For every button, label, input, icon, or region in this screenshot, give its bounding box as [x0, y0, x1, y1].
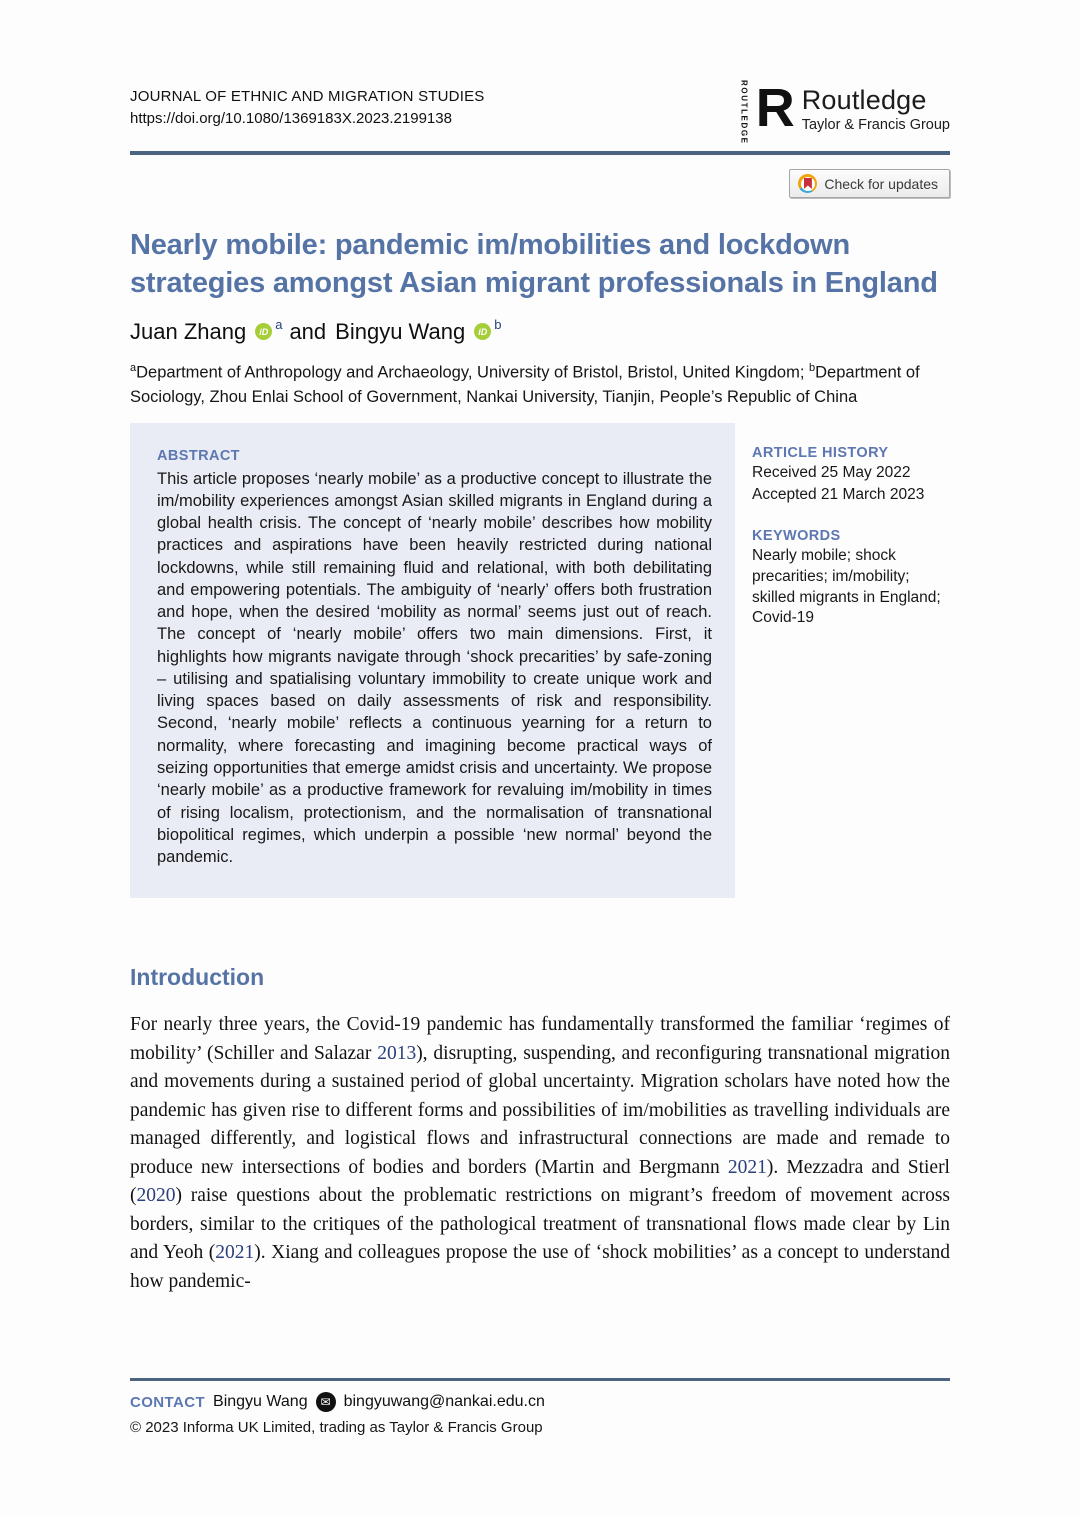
introduction-section: [130, 964, 950, 1296]
keywords-heading: KEYWORDS: [752, 528, 841, 545]
updates-row: [130, 169, 950, 198]
header-divider: [130, 151, 950, 155]
affiliation-mark-a[interactable]: a: [275, 317, 283, 333]
paragraph-text: For nearly three years, the Covid-19 pandemic has fundamentally transformed the familiar ‘regimes of mobility’ (Schiller and Salazar: [130, 1014, 950, 1064]
article-title: Nearly mobile: pandemic im/mobilities and lockdown strategies amongst Asian migrant professionals in England: [130, 229, 938, 300]
abstract-section: [130, 423, 950, 899]
crossmark-icon: [798, 174, 817, 193]
citation-link[interactable]: 2020: [136, 1185, 176, 1207]
authors-separator: and: [289, 318, 327, 344]
introduction-heading: Introduction: [130, 964, 265, 991]
doi-link[interactable]: https://doi.org/10.1080/1369183X.2023.2199138: [130, 110, 452, 127]
abstract-heading: ABSTRACT: [157, 447, 240, 464]
author-line: [130, 319, 950, 345]
contact-line: [130, 1392, 950, 1412]
article-history-block: [752, 445, 950, 507]
introduction-paragraph: [130, 1011, 950, 1296]
affiliation-text-b: Department of Sociology, Zhou Enlai School of Government, Nankai University, Tianjin, People’s Republic of China: [130, 363, 920, 406]
author-name-2: Bingyu Wang: [335, 318, 466, 344]
citation-link[interactable]: 2021: [727, 1156, 767, 1178]
check-for-updates-button[interactable]: [789, 169, 950, 198]
contact-email[interactable]: bingyuwang@nankai.edu.cn: [343, 1393, 545, 1410]
page-footer: [130, 1378, 950, 1436]
affiliation-sup-a: a: [130, 361, 137, 374]
keywords-text: Nearly mobile; shock precarities; im/mobility; skilled migrants in England; Covid-19: [752, 547, 941, 627]
author-name-1: Juan Zhang: [130, 318, 247, 344]
accepted-date: Accepted 21 March 2023: [752, 486, 925, 504]
masthead: [130, 78, 950, 145]
routledge-logo: [739, 78, 950, 145]
affiliations: [130, 360, 950, 410]
publisher-group: Taylor & Francis Group: [801, 117, 950, 133]
article-history-heading: ARTICLE HISTORY: [752, 444, 889, 461]
journal-info: [130, 88, 485, 127]
orcid-icon[interactable]: iD: [474, 323, 491, 340]
abstract-box: [130, 423, 735, 899]
paragraph-text: ) raise questions about the problematic restrictions on migrant’s freedom of movement across borders, similar to the critiques of the pathological treatment of transnational flows made clear by Lin and Yeoh (: [130, 1185, 950, 1264]
paragraph-text: ). Mezzadra and Stierl (: [130, 1156, 950, 1207]
citation-link[interactable]: 2021: [215, 1242, 255, 1264]
abstract-text: This article proposes ‘nearly mobile’ as a productive concept to illustrate the im/mobility experiences amongst Asian skilled migrants in England during a global health crisis. The concept of ‘nearly mobile’ describes how mobility practices and aspirations have been heavily restricted during national lockdowns, while still remaining fluid and relational, with both debilitating and empowering potentials. The ambiguity of ‘nearly’ offers both frustration and hope, when the desired ‘mobility as normal’ seems just out of reach. The concept of ‘nearly mobile’ offers two main dimensions. First, it highlights how migrants navigate through ‘shock precarities’ by safe-zoning – utilising and spatialising voluntary immobility to create unique work and living spaces based on daily assessments of risk and responsibility. Second, ‘nearly mobile’ reflects a continuous yearning for a return to normality, where forecasting and imagining become practical ways of seizing opportunities that emerge amidst crisis and uncertainty. We propose ‘nearly mobile’ as a productive framework for revaluing im/mobility in times of rising localism, protectionism, and the normalisation of transnational biopolitical regimes, which underpin a possible ‘new normal’ beyond the pandemic.: [157, 469, 712, 867]
contact-name: Bingyu Wang: [213, 1393, 308, 1410]
affiliation-sup-b: b: [809, 361, 816, 374]
footer-divider: [130, 1378, 950, 1381]
routledge-vertical-text: ROUTLEDGE: [739, 80, 749, 145]
paragraph-text: ). Xiang and colleagues propose the use of ‘shock mobilities’ as a concept to understand how pandemic-: [130, 1242, 950, 1292]
keywords-block: [752, 528, 950, 629]
check-for-updates-label: Check for updates: [824, 175, 938, 192]
citation-link[interactable]: 2013: [377, 1042, 417, 1064]
paragraph-text: ), disrupting, suspending, and reconfiguring transnational migration and movements during a sustained period of global uncertainty. Migration scholars have noted how the pandemic has given rise to different forms and possibilities of im/mobilities as travelling individuals are managed differently, and logistical flows and infrastructural connections are made and remade to produce new intersections of bodies and borders (Martin and Bergmann: [130, 1042, 951, 1178]
article-meta-sidebar: [752, 423, 950, 899]
publisher-names: [802, 85, 950, 133]
copyright-notice: © 2023 Informa UK Limited, trading as Taylor & Francis Group: [130, 1419, 543, 1436]
publisher-name: Routledge: [801, 85, 927, 115]
affiliation-mark-b[interactable]: b: [494, 317, 502, 333]
journal-name: JOURNAL OF ETHNIC AND MIGRATION STUDIES: [130, 88, 485, 105]
orcid-icon[interactable]: iD: [255, 323, 272, 340]
received-date: Received 25 May 2022: [752, 463, 911, 481]
contact-label: CONTACT: [130, 1393, 206, 1411]
affiliation-text-a: Department of Anthropology and Archaeology, University of Bristol, Bristol, United Kingdom;: [136, 363, 809, 382]
routledge-r-icon: R: [755, 78, 795, 139]
email-icon: ✉: [316, 1392, 336, 1412]
